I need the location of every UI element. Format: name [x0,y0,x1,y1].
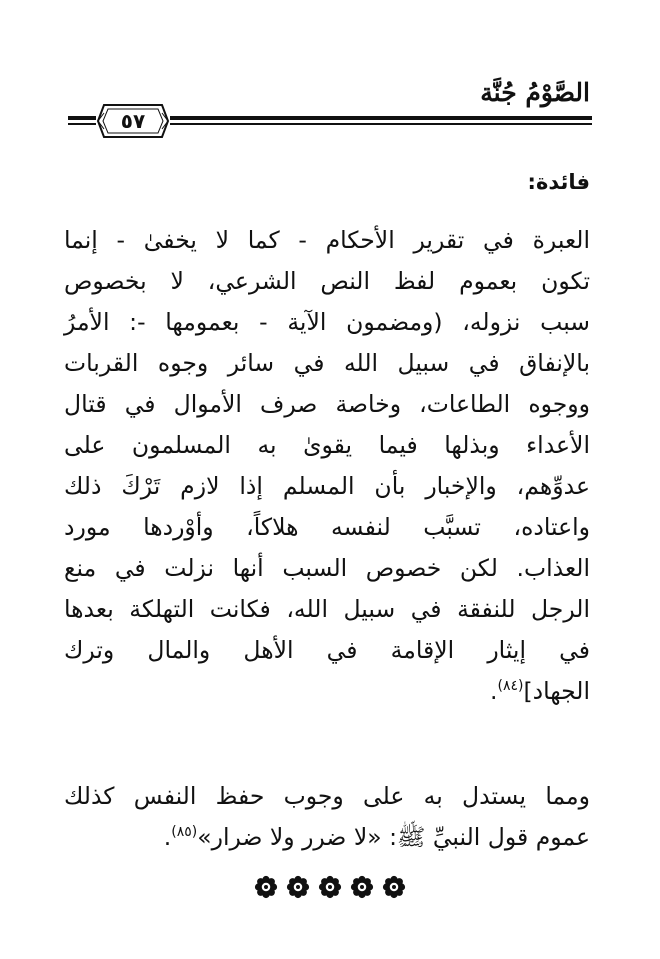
section-heading: فائدة: [527,170,590,194]
page-number-frame [96,103,170,139]
text-line: الرجل للنفقة في سبيل الله، فكانت التهلكة بعدها [64,595,590,623]
running-header-title: الصَّوْمُ جُنَّة [480,78,590,107]
text-line: عدوِّهم، والإخبار بأن المسلم إذا لازم تَرْكَ ذلك [64,472,590,500]
flower-ornament-icon [318,875,342,899]
text-line: في إيثار الإقامة في الأهل والمال وترك [64,636,590,664]
text-line-last [64,671,590,712]
flower-ornament-icon [254,875,278,899]
text-line: سبب نزوله، (ومضمون الآية - بعمومها -: الأمرُ [64,308,590,336]
text-fragment: الجهاد] [523,677,590,705]
flower-ornament-icon [350,875,374,899]
paragraph-benefit [64,220,590,712]
header-rule-left-thin [68,123,96,125]
paragraph-evidence [64,776,590,858]
text-line: ومما يستدل به على وجوب حفظ النفس كذلك [64,782,590,810]
page-number: ٥٧ [120,109,146,133]
footnote-marker: (٨٤) [497,678,524,695]
footnote-marker: (٨٥) [171,824,198,841]
ornament-divider [0,875,660,905]
flower-ornament-icon [286,875,310,899]
text-line: بالإنفاق في سبيل الله في سائر وجوه القربات [64,349,590,377]
header-rule-left-thick [68,116,96,120]
text-fragment: عموم قول النبيِّ ﷺ: «لا ضرر ولا ضرار» [197,823,590,851]
text-line: ووجوه الطاعات، وخاصة صرف الأموال في قتال [64,390,590,418]
text-line: واعتاده، تسبَّب لنفسه هلاكاً، وأوْردها مورد [64,513,590,541]
text-line: العبرة في تقرير الأحكام - كما لا يخفىٰ - إنما [64,226,590,254]
text-line: العذاب. لكن خصوص السبب أنها نزلت في منع [64,554,590,582]
text-line: تكون بعموم لفظ النص الشرعي، لا بخصوص [64,267,590,295]
header-rule-thin [170,123,592,125]
text-line: الأعداء وبذلها فيما يقوىٰ به المسلمون على [64,431,590,459]
full-stop: . [163,823,172,851]
flower-ornament-icon [382,875,406,899]
header-rule-thick [170,116,592,120]
full-stop: . [490,677,498,705]
text-line-last [64,817,590,858]
